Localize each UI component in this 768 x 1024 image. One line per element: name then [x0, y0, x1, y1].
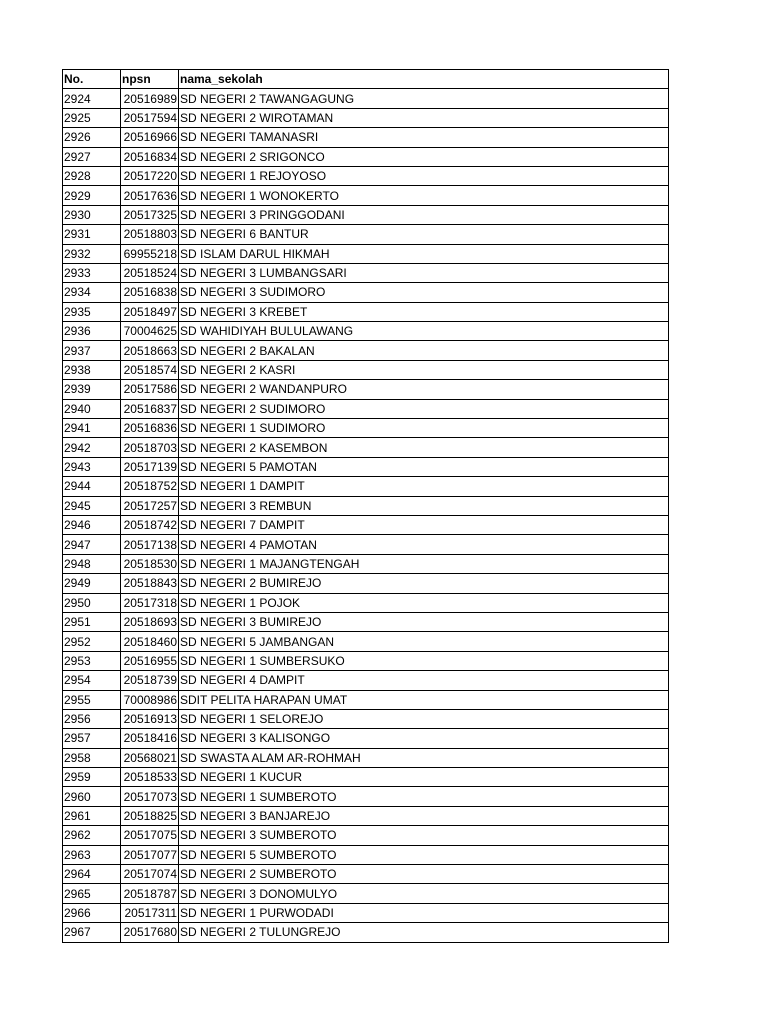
cell-npsn: 20518663 — [121, 341, 179, 360]
cell-no: 2958 — [63, 748, 121, 767]
cell-nama-sekolah: SD NEGERI 2 WIROTAMAN — [179, 108, 669, 127]
cell-no: 2924 — [63, 89, 121, 108]
cell-npsn: 20518497 — [121, 302, 179, 321]
cell-no: 2957 — [63, 729, 121, 748]
table-row — [63, 612, 669, 631]
cell-nama-sekolah: SD NEGERI 1 MAJANGTENGAH — [179, 554, 669, 573]
cell-no: 2966 — [63, 903, 121, 922]
cell-npsn: 20518703 — [121, 438, 179, 457]
cell-no: 2953 — [63, 651, 121, 670]
cell-no: 2934 — [63, 283, 121, 302]
cell-no: 2935 — [63, 302, 121, 321]
table-row — [63, 787, 669, 806]
cell-nama-sekolah: SD NEGERI 3 KALISONGO — [179, 729, 669, 748]
cell-nama-sekolah: SD NEGERI 7 DAMPIT — [179, 515, 669, 534]
cell-nama-sekolah: SD NEGERI 3 REMBUN — [179, 496, 669, 515]
cell-npsn: 20518416 — [121, 729, 179, 748]
cell-no: 2961 — [63, 806, 121, 825]
cell-no: 2954 — [63, 671, 121, 690]
cell-nama-sekolah: SD NEGERI 1 POJOK — [179, 593, 669, 612]
cell-no: 2947 — [63, 535, 121, 554]
header-no: No. — [63, 70, 121, 89]
cell-npsn: 20517139 — [121, 457, 179, 476]
table-row — [63, 768, 669, 787]
cell-no: 2942 — [63, 438, 121, 457]
cell-nama-sekolah: SD NEGERI 3 SUMBEROTO — [179, 826, 669, 845]
table-row — [63, 477, 669, 496]
table-row — [63, 360, 669, 379]
table-row — [63, 147, 669, 166]
cell-npsn: 20516913 — [121, 709, 179, 728]
school-table-container — [62, 69, 669, 943]
cell-npsn: 20517325 — [121, 205, 179, 224]
table-row — [63, 865, 669, 884]
table-row — [63, 923, 669, 942]
table-row — [63, 884, 669, 903]
table-row — [63, 845, 669, 864]
cell-nama-sekolah: SD NEGERI 2 TULUNGREJO — [179, 923, 669, 942]
cell-npsn: 20516834 — [121, 147, 179, 166]
cell-nama-sekolah: SD NEGERI 2 SUMBEROTO — [179, 865, 669, 884]
cell-npsn: 20518803 — [121, 225, 179, 244]
cell-no: 2938 — [63, 360, 121, 379]
cell-npsn: 20518524 — [121, 263, 179, 282]
table-row — [63, 186, 669, 205]
table-row — [63, 244, 669, 263]
cell-no: 2930 — [63, 205, 121, 224]
cell-nama-sekolah: SD NEGERI 3 BUMIREJO — [179, 612, 669, 631]
table-row — [63, 806, 669, 825]
table-row — [63, 341, 669, 360]
cell-no: 2962 — [63, 826, 121, 845]
cell-no: 2949 — [63, 574, 121, 593]
cell-nama-sekolah: SD NEGERI 3 KREBET — [179, 302, 669, 321]
cell-npsn: 20516837 — [121, 399, 179, 418]
table-row — [63, 535, 669, 554]
cell-no: 2959 — [63, 768, 121, 787]
table-row — [63, 380, 669, 399]
table-row — [63, 283, 669, 302]
cell-npsn: 20517680 — [121, 923, 179, 942]
cell-no: 2941 — [63, 419, 121, 438]
table-row — [63, 709, 669, 728]
table-row — [63, 748, 669, 767]
table-row — [63, 651, 669, 670]
cell-nama-sekolah: SD ISLAM DARUL HIKMAH — [179, 244, 669, 263]
cell-no: 2946 — [63, 515, 121, 534]
cell-nama-sekolah: SD NEGERI 1 REJOYOSO — [179, 166, 669, 185]
table-row — [63, 574, 669, 593]
cell-no: 2940 — [63, 399, 121, 418]
table-row — [63, 826, 669, 845]
cell-nama-sekolah: SD NEGERI 2 TAWANGAGUNG — [179, 89, 669, 108]
cell-no: 2933 — [63, 263, 121, 282]
cell-npsn: 20517075 — [121, 826, 179, 845]
cell-nama-sekolah: SD NEGERI 5 JAMBANGAN — [179, 632, 669, 651]
cell-no: 2929 — [63, 186, 121, 205]
cell-nama-sekolah: SD NEGERI 3 PRINGGODANI — [179, 205, 669, 224]
table-row — [63, 554, 669, 573]
table-row — [63, 225, 669, 244]
cell-nama-sekolah: SD NEGERI 6 BANTUR — [179, 225, 669, 244]
cell-no: 2925 — [63, 108, 121, 127]
cell-nama-sekolah: SD WAHIDIYAH BULULAWANG — [179, 322, 669, 341]
table-row — [63, 438, 669, 457]
cell-npsn: 69955218 — [121, 244, 179, 263]
cell-npsn: 20518739 — [121, 671, 179, 690]
school-table — [62, 69, 669, 943]
cell-no: 2944 — [63, 477, 121, 496]
cell-npsn: 20518843 — [121, 574, 179, 593]
cell-nama-sekolah: SDIT PELITA HARAPAN UMAT — [179, 690, 669, 709]
table-row — [63, 515, 669, 534]
table-row — [63, 108, 669, 127]
cell-nama-sekolah: SD NEGERI 2 KASEMBON — [179, 438, 669, 457]
table-row — [63, 671, 669, 690]
cell-npsn: 20518752 — [121, 477, 179, 496]
cell-nama-sekolah: SD NEGERI 2 SRIGONCO — [179, 147, 669, 166]
cell-npsn: 20517073 — [121, 787, 179, 806]
table-header-row — [63, 70, 669, 89]
cell-npsn: 70008986 — [121, 690, 179, 709]
table-body — [63, 89, 669, 942]
cell-nama-sekolah: SD NEGERI 1 SUMBEROTO — [179, 787, 669, 806]
cell-nama-sekolah: SD NEGERI 2 WANDANPURO — [179, 380, 669, 399]
cell-npsn: 20518533 — [121, 768, 179, 787]
cell-npsn: 20516955 — [121, 651, 179, 670]
table-row — [63, 903, 669, 922]
cell-nama-sekolah: SD NEGERI 3 SUDIMORO — [179, 283, 669, 302]
table-row — [63, 729, 669, 748]
cell-nama-sekolah: SD NEGERI 1 DAMPIT — [179, 477, 669, 496]
cell-no: 2928 — [63, 166, 121, 185]
table-row — [63, 205, 669, 224]
cell-npsn: 20517257 — [121, 496, 179, 515]
cell-nama-sekolah: SD NEGERI 5 PAMOTAN — [179, 457, 669, 476]
cell-nama-sekolah: SD NEGERI 4 DAMPIT — [179, 671, 669, 690]
cell-no: 2960 — [63, 787, 121, 806]
cell-npsn: 20518530 — [121, 554, 179, 573]
cell-no: 2945 — [63, 496, 121, 515]
cell-no: 2955 — [63, 690, 121, 709]
cell-npsn: 20517586 — [121, 380, 179, 399]
cell-npsn: 70004625 — [121, 322, 179, 341]
cell-npsn: 20517074 — [121, 865, 179, 884]
table-row — [63, 89, 669, 108]
cell-no: 2950 — [63, 593, 121, 612]
header-nama-sekolah: nama_sekolah — [179, 70, 669, 89]
table-row — [63, 457, 669, 476]
cell-no: 2931 — [63, 225, 121, 244]
cell-nama-sekolah: SD NEGERI 1 PURWODADI — [179, 903, 669, 922]
table-row — [63, 302, 669, 321]
table-row — [63, 128, 669, 147]
cell-npsn: 20518574 — [121, 360, 179, 379]
cell-npsn: 20517077 — [121, 845, 179, 864]
cell-npsn: 20518460 — [121, 632, 179, 651]
cell-nama-sekolah: SD NEGERI 3 LUMBANGSARI — [179, 263, 669, 282]
cell-nama-sekolah: SD NEGERI 3 DONOMULYO — [179, 884, 669, 903]
cell-no: 2927 — [63, 147, 121, 166]
cell-no: 2964 — [63, 865, 121, 884]
cell-no: 2943 — [63, 457, 121, 476]
cell-npsn: 20518825 — [121, 806, 179, 825]
cell-no: 2948 — [63, 554, 121, 573]
cell-no: 2963 — [63, 845, 121, 864]
cell-npsn: 20517636 — [121, 186, 179, 205]
cell-nama-sekolah: SD NEGERI 2 KASRI — [179, 360, 669, 379]
header-npsn: npsn — [121, 70, 179, 89]
cell-npsn: 20516836 — [121, 419, 179, 438]
table-row — [63, 593, 669, 612]
table-row — [63, 263, 669, 282]
cell-npsn: 20516966 — [121, 128, 179, 147]
cell-npsn: 20517318 — [121, 593, 179, 612]
table-row — [63, 690, 669, 709]
cell-no: 2936 — [63, 322, 121, 341]
table-row — [63, 322, 669, 341]
cell-no: 2956 — [63, 709, 121, 728]
cell-npsn: 20516989 — [121, 89, 179, 108]
cell-nama-sekolah: SD NEGERI 2 BAKALAN — [179, 341, 669, 360]
cell-no: 2967 — [63, 923, 121, 942]
cell-nama-sekolah: SD NEGERI 4 PAMOTAN — [179, 535, 669, 554]
cell-nama-sekolah: SD NEGERI 1 SUMBERSUKO — [179, 651, 669, 670]
cell-nama-sekolah: SD NEGERI 2 BUMIREJO — [179, 574, 669, 593]
cell-npsn: 20517594 — [121, 108, 179, 127]
cell-npsn: 20517138 — [121, 535, 179, 554]
cell-no: 2952 — [63, 632, 121, 651]
cell-nama-sekolah: SD NEGERI 1 SUDIMORO — [179, 419, 669, 438]
table-row — [63, 496, 669, 515]
cell-npsn: 20517220 — [121, 166, 179, 185]
table-row — [63, 419, 669, 438]
cell-nama-sekolah: SD NEGERI TAMANASRI — [179, 128, 669, 147]
cell-nama-sekolah: SD NEGERI 1 WONOKERTO — [179, 186, 669, 205]
cell-no: 2951 — [63, 612, 121, 631]
cell-nama-sekolah: SD NEGERI 3 BANJAREJO — [179, 806, 669, 825]
cell-nama-sekolah: SD NEGERI 2 SUDIMORO — [179, 399, 669, 418]
cell-nama-sekolah: SD NEGERI 5 SUMBEROTO — [179, 845, 669, 864]
table-row — [63, 632, 669, 651]
cell-nama-sekolah: SD SWASTA ALAM AR-ROHMAH — [179, 748, 669, 767]
cell-npsn: 20518742 — [121, 515, 179, 534]
cell-no: 2937 — [63, 341, 121, 360]
table-row — [63, 166, 669, 185]
cell-nama-sekolah: SD NEGERI 1 SELOREJO — [179, 709, 669, 728]
cell-npsn: 20568021 — [121, 748, 179, 767]
table-row — [63, 399, 669, 418]
cell-no: 2926 — [63, 128, 121, 147]
cell-npsn: 20518787 — [121, 884, 179, 903]
cell-npsn: 20517311 — [121, 903, 179, 922]
cell-no: 2965 — [63, 884, 121, 903]
cell-nama-sekolah: SD NEGERI 1 KUCUR — [179, 768, 669, 787]
cell-npsn: 20518693 — [121, 612, 179, 631]
cell-no: 2932 — [63, 244, 121, 263]
cell-npsn: 20516838 — [121, 283, 179, 302]
cell-no: 2939 — [63, 380, 121, 399]
